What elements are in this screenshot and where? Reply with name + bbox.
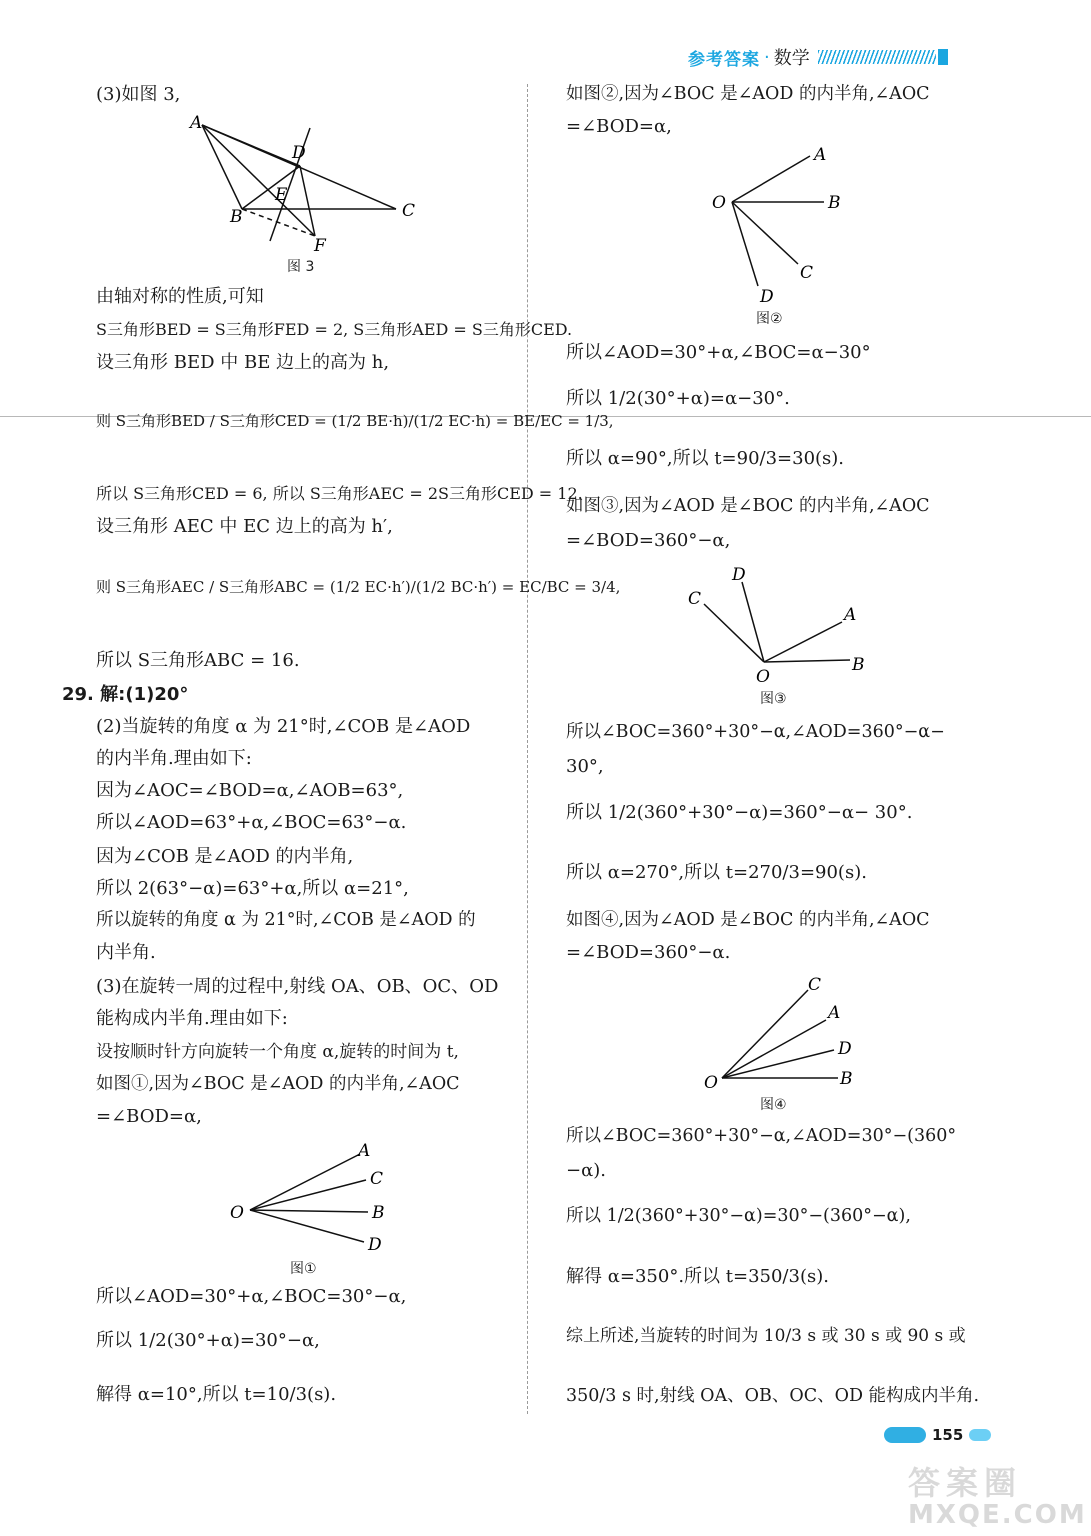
- text-line: 所以 2(63°−α)=63°+α,所以 α=21°,: [96, 878, 409, 899]
- header-subject: 数学: [773, 48, 810, 69]
- point-label: A: [190, 113, 203, 133]
- text-line: 所以 S三角形ABC = 16.: [96, 650, 300, 671]
- point-label: D: [368, 1235, 382, 1255]
- figure-caption: 图②: [756, 311, 783, 327]
- text-line: −α).: [566, 1160, 606, 1181]
- text-line: 所以∠BOC=360°+30°−α,∠AOD=360°−α−: [566, 722, 945, 742]
- text-line: =∠BOD=α,: [566, 116, 672, 137]
- point-label: C: [402, 201, 416, 221]
- text-line: 则 S三角形AEC / S三角形ABC = (1/2 EC·h′)/(1/2 BC·h′) = EC/BC = 3/4,: [96, 578, 621, 596]
- point-label: A: [844, 605, 857, 625]
- header-block: [938, 49, 948, 65]
- figure-caption: 图③: [760, 691, 787, 707]
- figure-3-drawing: [190, 113, 420, 256]
- point-label: C: [808, 975, 822, 995]
- figure-1: [226, 1136, 406, 1277]
- text-line: 所以∠AOD=30°+α,∠BOC=30°−α,: [96, 1286, 407, 1307]
- text-line: 所以 α=90°,所以 t=90/3=30(s).: [566, 448, 845, 469]
- figure-caption: 图①: [290, 1261, 317, 1277]
- text-line: 的内半角.理由如下:: [96, 748, 252, 769]
- point-label: A: [828, 1003, 841, 1023]
- text-line: (2)当旋转的角度 α 为 21°时,∠COB 是∠AOD: [96, 716, 471, 737]
- point-label: B: [230, 207, 243, 227]
- point-label: D: [760, 287, 774, 307]
- text-line: 所以旋转的角度 α 为 21°时,∠COB 是∠AOD 的: [96, 910, 476, 930]
- text-line: (3)在旋转一周的过程中,射线 OA、OB、OC、OD: [96, 976, 499, 997]
- page-header: [688, 44, 988, 70]
- text-line: 所以 S三角形CED = 6, 所以 S三角形AEC = 2S三角形CED = 12.: [96, 484, 583, 503]
- watermark-bottom: MXQE.COM: [908, 1500, 1087, 1530]
- text-line: S三角形BED = S三角形FED = 2, S三角形AED = S三角形CED.: [96, 320, 573, 339]
- text-line: 所以 1/2(30°+α)=30°−α,: [96, 1330, 320, 1351]
- point-label: O: [230, 1203, 244, 1223]
- figure-2: [710, 145, 860, 327]
- text-line: 由轴对称的性质,可知: [96, 286, 264, 307]
- point-label: D: [838, 1039, 852, 1059]
- text-line: 350/3 s 时,射线 OA、OB、OC、OD 能构成内半角.: [566, 1386, 980, 1406]
- point-label: A: [814, 145, 827, 165]
- column-divider: [527, 84, 528, 1414]
- point-label: C: [800, 263, 814, 283]
- text-line: 综上所述,当旋转的时间为 10/3 s 或 30 s 或 90 s 或: [566, 1326, 966, 1346]
- figure-1-drawing: [226, 1136, 406, 1256]
- point-label: B: [828, 193, 841, 213]
- text-line: 所以∠AOD=30°+α,∠BOC=α−30°: [566, 342, 871, 363]
- text-line: 能构成内半角.理由如下:: [96, 1008, 288, 1029]
- page-number-decoration: [969, 1429, 991, 1441]
- point-label: O: [704, 1073, 718, 1093]
- text-line: 所以 1/2(30°+α)=α−30°.: [566, 388, 790, 409]
- text-line: 解得 α=10°,所以 t=10/3(s).: [96, 1384, 337, 1405]
- page-number-text: 155: [932, 1426, 964, 1444]
- header-title: 参考答案: [688, 49, 760, 70]
- point-label: O: [712, 193, 726, 213]
- text-line: =∠BOD=360°−α,: [566, 530, 731, 551]
- text-line: 设按顺时针方向旋转一个角度 α,旋转的时间为 t,: [96, 1042, 459, 1062]
- text-line: 因为∠COB 是∠AOD 的内半角,: [96, 846, 354, 867]
- text-line: 解得 α=350°.所以 t=350/3(s).: [566, 1266, 829, 1287]
- figure-4-drawing: [698, 974, 868, 1094]
- point-label: B: [840, 1069, 853, 1089]
- text-line: 所以 1/2(360°+30°−α)=360°−α− 30°.: [566, 802, 913, 823]
- point-label: B: [372, 1203, 385, 1223]
- watermark-top: 答案圈: [908, 1464, 1023, 1502]
- text-line: 如图③,因为∠AOD 是∠BOC 的内半角,∠AOC: [566, 496, 930, 516]
- point-label: O: [756, 667, 770, 687]
- figure-2-drawing: [710, 146, 860, 306]
- text-line: 30°,: [566, 756, 604, 777]
- text-line: 所以∠BOC=360°+30°−α,∠AOD=30°−(360°: [566, 1126, 957, 1146]
- text-line: 因为∠AOC=∠BOD=α,∠AOB=63°,: [96, 780, 404, 801]
- figure-caption: 图④: [760, 1097, 787, 1113]
- text-line: 如图④,因为∠AOD 是∠BOC 的内半角,∠AOC: [566, 910, 930, 930]
- header-dot: ·: [764, 46, 770, 68]
- text-line: 设三角形 AEC 中 EC 边上的高为 h′,: [96, 516, 393, 537]
- text-line: 设三角形 BED 中 BE 边上的高为 h,: [96, 352, 390, 373]
- figure-3b: [684, 564, 874, 707]
- text-line: 如图①,因为∠BOC 是∠AOD 的内半角,∠AOC: [96, 1074, 460, 1094]
- page-number: [884, 1426, 991, 1444]
- point-label: F: [314, 236, 326, 256]
- figure-3b-drawing: [684, 564, 874, 694]
- text-line: (3)如图 3,: [96, 84, 181, 105]
- text-line: 所以 α=270°,所以 t=270/3=90(s).: [566, 862, 867, 883]
- text-line: 所以∠AOD=63°+α,∠BOC=63°−α.: [96, 812, 407, 833]
- text-line: 则 S三角形BED / S三角形CED = (1/2 BE·h)/(1/2 EC·h) = BE/EC = 1/3,: [96, 412, 614, 430]
- question-29: 29. 解:(1)20°: [62, 684, 189, 705]
- point-label: B: [852, 655, 865, 675]
- text-line: 如图②,因为∠BOC 是∠AOD 的内半角,∠AOC: [566, 84, 930, 104]
- figure-caption: 图 3: [287, 259, 315, 275]
- text-line: =∠BOD=360°−α.: [566, 942, 731, 963]
- figure-4: [698, 974, 868, 1113]
- point-label: E: [275, 185, 288, 205]
- point-label: A: [358, 1141, 371, 1161]
- page-number-decoration: [884, 1427, 926, 1443]
- figure-3: [190, 113, 420, 275]
- watermark: [908, 1458, 1087, 1530]
- point-label: C: [370, 1169, 384, 1189]
- point-label: D: [732, 565, 746, 585]
- text-line: 所以 1/2(360°+30°−α)=30°−(360°−α),: [566, 1206, 911, 1226]
- text-line: =∠BOD=α,: [96, 1106, 202, 1127]
- header-decoration: [818, 50, 936, 64]
- point-label: D: [292, 143, 306, 163]
- text-line: 内半角.: [96, 942, 156, 963]
- point-label: C: [688, 589, 702, 609]
